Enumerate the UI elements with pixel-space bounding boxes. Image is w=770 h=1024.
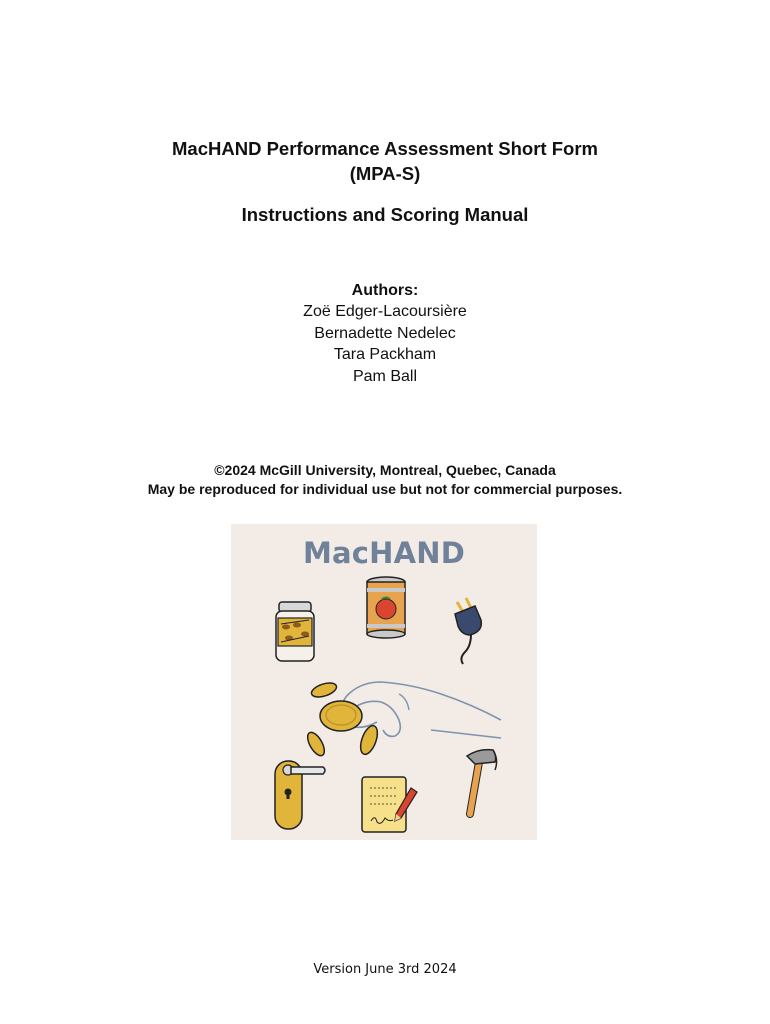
peanut-butter-jar-icon — [276, 602, 314, 661]
author-name: Tara Packham — [333, 346, 437, 363]
authors-list — [0, 301, 770, 387]
coins-icon — [304, 680, 380, 758]
copyright-notice: ©2024 McGill University, Montreal, Quebec, Canada — [214, 462, 556, 478]
page-subtitle: Instructions and Scoring Manual — [241, 204, 529, 225]
page-title: MacHAND Performance Assessment Short Form — [172, 138, 598, 159]
author-name: Bernadette Nedelec — [314, 324, 456, 342]
tomato-can-icon — [367, 577, 405, 638]
machand-artwork — [231, 524, 537, 840]
author-name: Pam Ball — [352, 367, 418, 385]
author-name: Zoë Edger-Lacoursière — [303, 303, 467, 320]
usage-notice: May be reproduced for individual use but not for commercial purposes. — [147, 481, 623, 497]
electric-plug-icon — [455, 598, 481, 664]
notepad-pencil-icon — [362, 777, 417, 832]
version-label: Version June 3rd 2024 — [313, 962, 457, 977]
authors-heading: Authors: — [351, 282, 419, 299]
page-title-abbreviation: (MPA-S) — [349, 163, 421, 184]
hammer-icon — [467, 750, 497, 814]
machand-logo-text: MacHAND — [302, 536, 466, 570]
door-handle-lock-icon — [275, 761, 325, 829]
